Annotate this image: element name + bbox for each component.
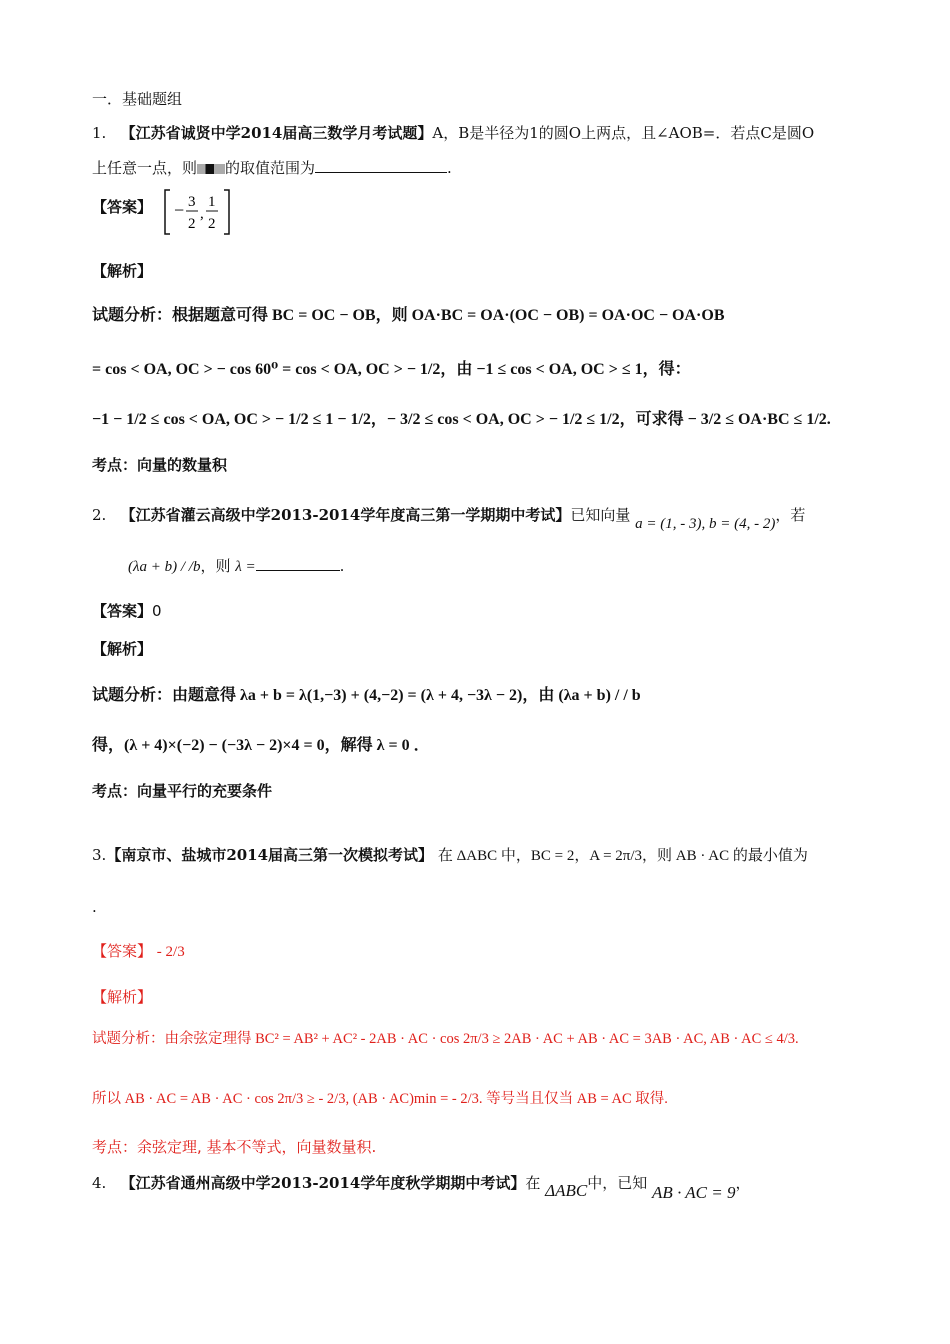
q4-text1a: 在 (525, 1174, 541, 1192)
q3-number: 3. (92, 846, 107, 864)
q3-answer-value: - 2/3 (156, 944, 185, 960)
q2-answer (92, 602, 870, 622)
q2-analysis-label: 【解析】 (92, 640, 153, 658)
q1-answer-blank (315, 158, 447, 173)
q3-text1: 在 ΔABC 中，BC = 2，A = 2π/3，则 AB · AC 的最小值为 (437, 848, 808, 864)
q2-lambda: λ = (235, 559, 256, 575)
q3-point: 考点：余弦定理, 基本不等式，向量数量积. (92, 1138, 377, 1156)
q2-line1 (92, 506, 870, 532)
q3-line2: . (92, 898, 97, 916)
q2-answer-blank (256, 556, 340, 571)
q1-source: 【江苏省诚贤中学2014届高三数学月考试题】 (120, 124, 433, 142)
q4-number: 4. (92, 1174, 107, 1192)
q3-answer-label: 【答案】 (92, 942, 153, 960)
q1-analysis-label: 【解析】 (92, 262, 153, 280)
q1-answer-formula (162, 186, 242, 238)
q1-line1 (92, 124, 870, 144)
q2-answer-label: 【答案】 (92, 602, 153, 620)
svg-text:2: 2 (208, 216, 216, 232)
q2-text2b: ，则 (200, 557, 231, 575)
q3-analysis-label: 【解析】 (92, 988, 153, 1006)
q2-text2d: . (339, 557, 345, 575)
q2-vectors: a = (1, - 3), b = (4, - 2) (635, 516, 776, 532)
q4-text1e: ， (735, 1174, 751, 1192)
svg-text:2: 2 (188, 216, 196, 232)
q2-number: 2. (92, 506, 107, 524)
svg-text:1: 1 (208, 194, 216, 210)
q3-formula-2: 所以 AB · AC = AB · AC · cos 2π/3 ≥ - 2/3, (AB · AC)min = - 2/3. 等号当且仅当 AB = AC 取得. (92, 1091, 668, 1107)
q2-line2 (128, 556, 870, 578)
q2-source: 【江苏省灌云高级中学2013-2014学年度高三第一学期期中考试】 (120, 506, 571, 524)
q1-formula-3: −1 − 1/2 ≤ cos < OA, OC > − 1/2 ≤ 1 − 1/2，− 3/2 ≤ cos < OA, OC > − 1/2 ≤ 1/2，可求得 − 3/2 ≤ OA·BC ≤ 1/2. (92, 411, 831, 428)
q3-source: 【南京市、盐城市2014届高三第一次模拟考试】 (106, 846, 434, 864)
q3-formula-1: 试题分析：由余弦定理得 BC² = AB² + AC² - 2AB · AC · cos 2π/3 ≥ 2AB · AC + AB · AC = 3AB · AC, AB · AC ≤ 4/3. (92, 1031, 799, 1047)
svg-text:3: 3 (188, 194, 196, 210)
q3-line1 (92, 846, 870, 867)
q4-text1c: 中，已知 (587, 1174, 648, 1192)
q2-text1a: 已知向量 (570, 506, 631, 524)
q1-text2c: . (447, 159, 452, 177)
q4-dot-product: AB · AC = 9 (652, 1183, 736, 1202)
q1-formula-2: = cos < OA, OC > − cos 60⁰ = cos < OA, OC > − 1/2，由 −1 ≤ cos < OA, OC > ≤ 1，得： (92, 361, 691, 378)
section-title: 一．基础题组 (92, 90, 183, 108)
q2-point: 考点：向量平行的充要条件 (92, 782, 273, 800)
q1-text2b: 的取值范围为 (225, 159, 316, 177)
q4-source: 【江苏省通州高级中学2013-2014学年度秋学期期中考试】 (120, 1174, 526, 1192)
q3-answer (92, 942, 870, 963)
svg-text:,: , (200, 206, 204, 222)
q2-formula-2: 得，(λ + 4)×(−2) − (−3λ − 2)×4 = 0，解得 λ = 0 ． (92, 737, 430, 754)
formula-image-icon (197, 164, 225, 174)
q1-formula-1: 试题分析：根据题意可得 BC = OC − OB，则 OA·BC = OA·(OC − OB) = OA·OC − OA·OB (92, 307, 725, 324)
q2-text1c: ，若 (775, 506, 806, 524)
q1-point: 考点：向量的数量积 (92, 456, 228, 474)
q1-line2 (92, 158, 870, 179)
q4-triangle: ΔABC (545, 1181, 588, 1200)
svg-text:−: − (174, 200, 185, 220)
q4-line1 (92, 1172, 870, 1202)
q1-text2a: 上任意一点，则 (92, 159, 198, 177)
q2-answer-value: 0 (152, 602, 162, 620)
q1-number: 1. (92, 124, 107, 142)
q2-formula-1: 试题分析：由题意得 λa + b = λ(1,−3) + (4,−2) = (λ + 4, −3λ − 2)，由 (λa + b) / / b (92, 687, 641, 704)
q1-text1: A，B是半径为1的圆O上两点，且∠AOB=．若点C是圆O (432, 124, 815, 142)
q2-condition: (λa + b) / /b (128, 559, 201, 575)
q1-answer-label: 【答案】 (92, 198, 153, 216)
